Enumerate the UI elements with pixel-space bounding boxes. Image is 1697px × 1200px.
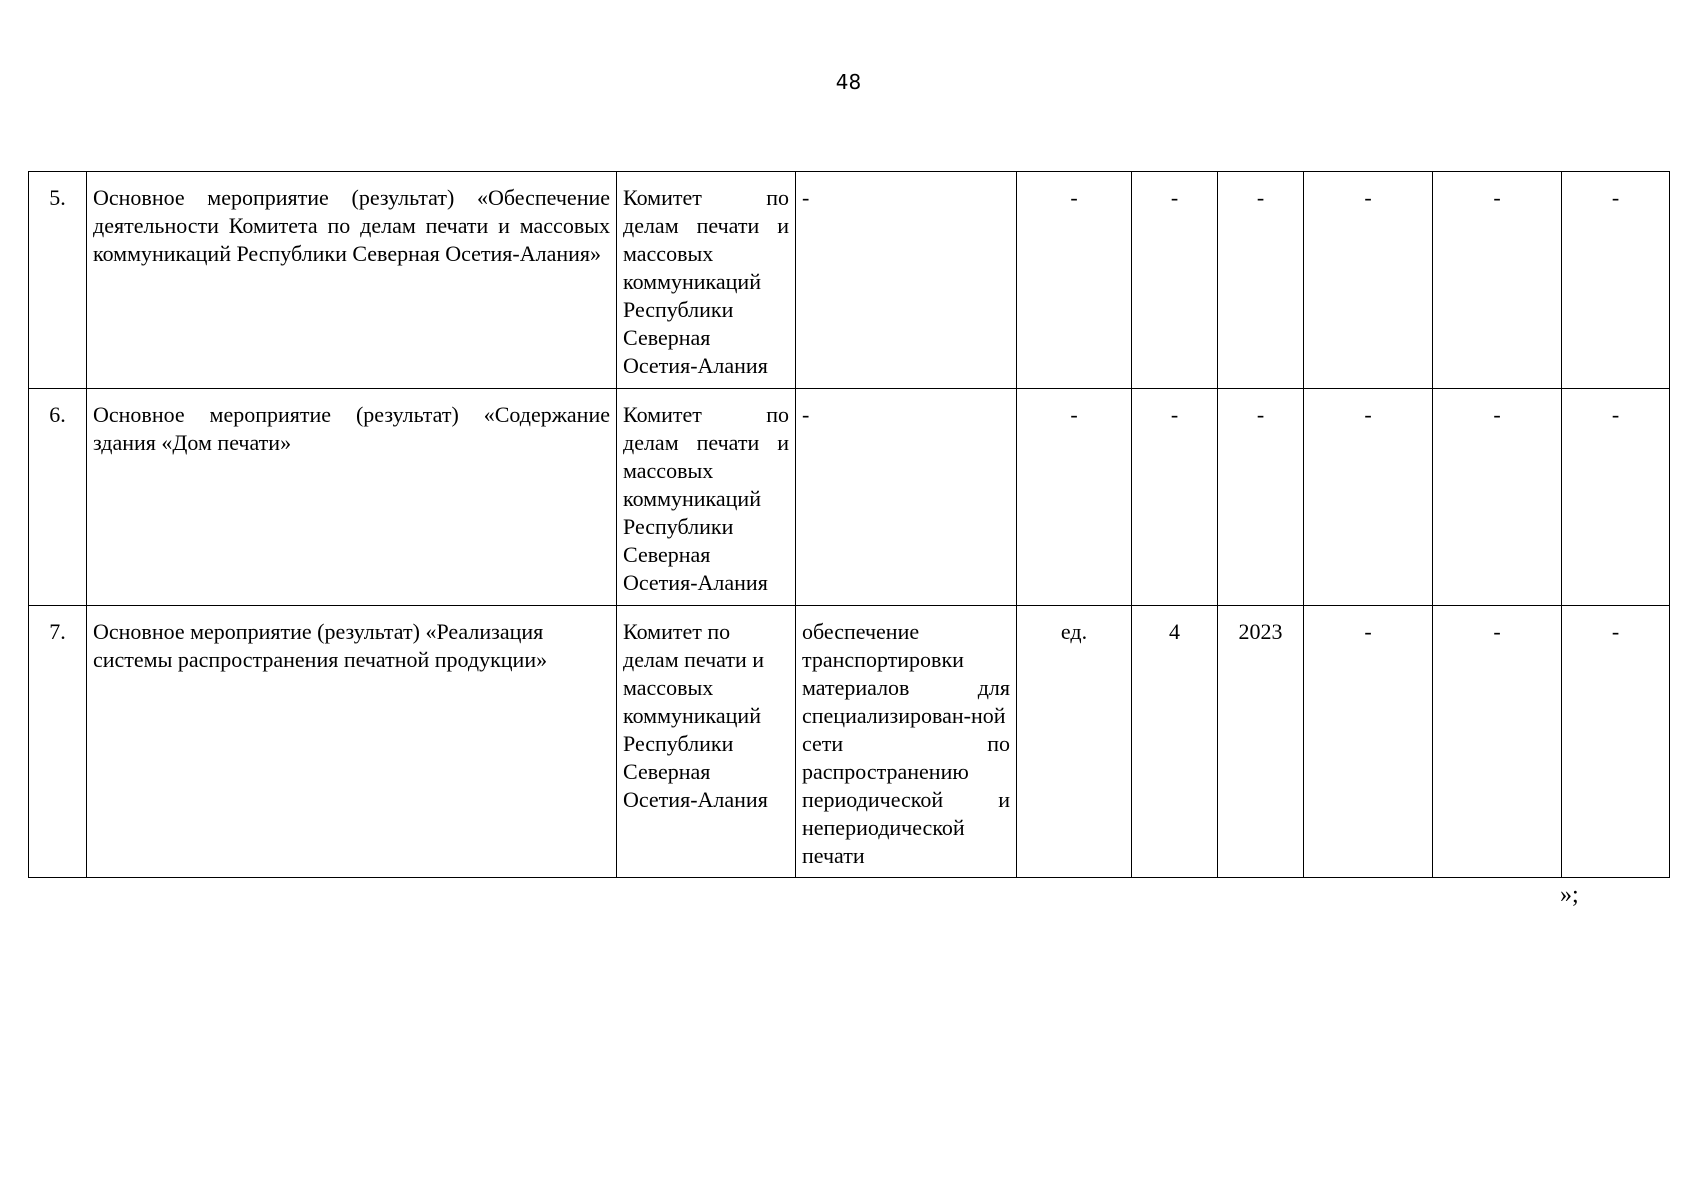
table-row bbox=[29, 172, 1670, 389]
cell-col7: - bbox=[1304, 172, 1433, 389]
indicator: - bbox=[796, 172, 1017, 389]
table-row bbox=[29, 389, 1670, 606]
row-number: 5. bbox=[29, 172, 87, 389]
cell-col9: - bbox=[1562, 606, 1670, 878]
cell-col7: - bbox=[1304, 606, 1433, 878]
unit: - bbox=[1017, 389, 1132, 606]
cell-col8: - bbox=[1433, 389, 1562, 606]
row-number: 7. bbox=[29, 606, 87, 878]
table-row bbox=[29, 606, 1670, 878]
year: - bbox=[1218, 389, 1304, 606]
unit: - bbox=[1017, 172, 1132, 389]
measure-name: Основное мероприятие (результат) «Реализация системы распространения печатной продукции» bbox=[87, 606, 617, 878]
cell-col9: - bbox=[1562, 389, 1670, 606]
indicator: обеспечение транспортировки материалов для специализирован-ной сети по распространению периодической и непериодической печати bbox=[796, 606, 1017, 878]
cell-col8: - bbox=[1433, 606, 1562, 878]
row-number: 6. bbox=[29, 389, 87, 606]
indicator: - bbox=[796, 389, 1017, 606]
year: - bbox=[1218, 172, 1304, 389]
executor: Комитет по делам печати и массовых коммуникаций Республики Северная Осетия-Алания bbox=[617, 389, 796, 606]
measures-table bbox=[28, 171, 1670, 878]
executor: Комитет по делам печати и массовых коммуникаций Республики Северная Осетия-Алания bbox=[617, 606, 796, 878]
measure-name: Основное мероприятие (результат) «Содержание здания «Дом печати» bbox=[87, 389, 617, 606]
cell-col7: - bbox=[1304, 389, 1433, 606]
value: - bbox=[1132, 172, 1218, 389]
year: 2023 bbox=[1218, 606, 1304, 878]
unit: ед. bbox=[1017, 606, 1132, 878]
value: 4 bbox=[1132, 606, 1218, 878]
executor: Комитет по делам печати и массовых коммуникаций Республики Северная Осетия-Алания bbox=[617, 172, 796, 389]
page-number: 48 bbox=[835, 70, 862, 94]
closing-quote-mark: »; bbox=[1560, 882, 1579, 908]
cell-col9: - bbox=[1562, 172, 1670, 389]
value: - bbox=[1132, 389, 1218, 606]
measure-name: Основное мероприятие (результат) «Обеспечение деятельности Комитета по делам печати и массовых коммуникаций Республики Северная Осетия-Алания» bbox=[87, 172, 617, 389]
cell-col8: - bbox=[1433, 172, 1562, 389]
